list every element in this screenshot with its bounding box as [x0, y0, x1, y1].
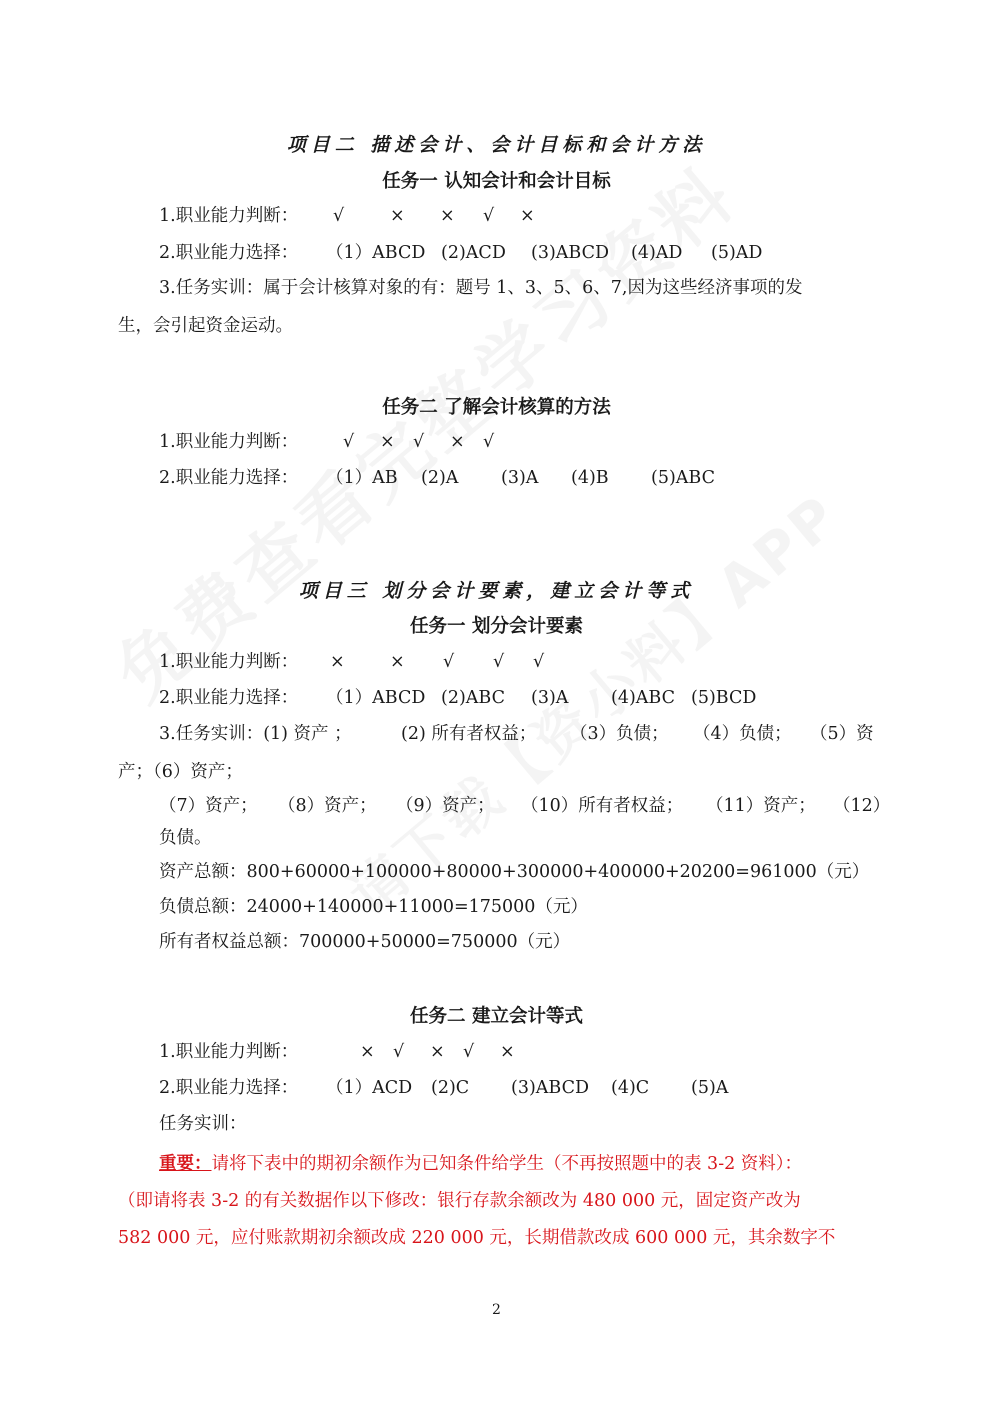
judge-mark: √ [393, 1042, 405, 1062]
choice-answer: （1）ABCD [326, 243, 426, 263]
choice-label: 2.职业能力选择： [159, 688, 299, 708]
choice-answer: (5)A [691, 1078, 729, 1098]
judge-mark: √ [333, 206, 345, 226]
equity-total: 所有者权益总额：700000+50000=750000（元） [159, 932, 571, 952]
p2-task1-judge-row [159, 204, 298, 228]
choice-answer: (2)ABC [441, 688, 506, 708]
practice-item: （10）所有者权益； [521, 796, 684, 816]
judge-mark: × [450, 432, 465, 452]
choice-answer: (3)A [531, 688, 569, 708]
judge-mark: √ [443, 652, 455, 672]
choice-answer: (5)ABC [651, 468, 716, 488]
p3-task2-title: 任务二 建立会计等式 [410, 1006, 583, 1027]
choice-answer: (5)BCD [691, 688, 757, 708]
practice-item: （8）资产； [278, 796, 377, 816]
judge-mark: × [360, 1042, 375, 1062]
judge-label: 1.职业能力判断： [159, 1042, 299, 1062]
assets-total: 资产总额：800+60000+100000+80000+300000+400000+20200=961000（元） [159, 862, 870, 882]
practice-item: （9）资产； [396, 796, 495, 816]
choice-answer: （1）AB [326, 468, 398, 488]
judge-label: 1.职业能力判断： [159, 206, 299, 226]
p2-task1-practice-line1: 3.任务实训：属于会计核算对象的有：题号 1、3、5、6、7,因为这些经济事项的发 [159, 278, 803, 298]
p2-task2-title: 任务二 了解会计核算的方法 [382, 397, 611, 418]
practice-item: （11）资产； [706, 796, 816, 816]
project2-title: 项目二 描述会计、会计目标和会计方法 [286, 134, 707, 156]
choice-answer: (5)AD [711, 243, 763, 263]
judge-mark: × [390, 652, 405, 672]
judge-mark: √ [493, 652, 505, 672]
important-label: 重要： [159, 1154, 212, 1174]
important-text: 请将下表中的期初余额作为已知条件给学生（不再按照题中的表 3-2 资料）： [211, 1154, 803, 1174]
judge-mark: × [500, 1042, 515, 1062]
choice-answer: (3)ABCD [531, 243, 610, 263]
judge-mark: × [430, 1042, 445, 1062]
page-number: 2 [492, 1302, 501, 1318]
project3-title: 项目三 划分会计要素，建立会计等式 [298, 580, 695, 602]
choice-label: 2.职业能力选择： [159, 468, 299, 488]
choice-answer: (4)ABC [611, 688, 676, 708]
judge-mark: × [440, 206, 455, 226]
judge-mark: × [380, 432, 395, 452]
choice-answer: (4)C [611, 1078, 650, 1098]
liabilities-total: 负债总额：24000+140000+11000=175000（元） [159, 897, 588, 917]
choice-answer: （1）ACD [326, 1078, 413, 1098]
choice-answer: (2)C [431, 1078, 470, 1098]
important-note-line3: 582 000 元，应付账款期初余额改成 220 000 元，长期借款改成 600 000 元，其余数字不 [118, 1228, 836, 1248]
judge-label: 1.职业能力判断： [159, 652, 299, 672]
practice-item: (2) 所有者权益； [401, 724, 537, 744]
judge-label: 1.职业能力判断： [159, 432, 299, 452]
judge-mark: √ [413, 432, 425, 452]
choice-answer: (3)A [501, 468, 539, 488]
important-note-line1 [159, 1152, 802, 1176]
choice-answer: (2)A [421, 468, 459, 488]
judge-mark: × [330, 652, 345, 672]
judge-mark: √ [343, 432, 355, 452]
practice-item: （12） [833, 796, 891, 816]
choice-answer: (2)ACD [441, 243, 506, 263]
p3-task1-title: 任务一 划分会计要素 [410, 616, 583, 637]
practice-item: （5）资 [810, 724, 874, 744]
judge-mark: √ [483, 206, 495, 226]
practice-item: （7）资产； [159, 796, 258, 816]
choice-answer: (3)ABCD [511, 1078, 590, 1098]
practice-item: 3.任务实训：(1) 资产 ； [159, 724, 352, 744]
p2-task1-title: 任务一 认知会计和会计目标 [382, 171, 611, 192]
p3-task1-practice-line4: 负债。 [159, 828, 212, 848]
judge-mark: √ [533, 652, 545, 672]
choice-answer: （1）ABCD [326, 688, 426, 708]
p3-task1-practice-line2: 产；（6）资产； [118, 762, 243, 782]
choice-answer: (4)B [571, 468, 609, 488]
choice-answer: (4)AD [631, 243, 683, 263]
practice-item: （3）负债； [570, 724, 669, 744]
p3-task2-practice-label: 任务实训： [159, 1114, 247, 1134]
judge-mark: √ [483, 432, 495, 452]
important-note-line2: （即请将表 3-2 的有关数据作以下修改：银行存款余额改为 480 000 元，固定资产改为 [118, 1191, 801, 1211]
judge-mark: × [390, 206, 405, 226]
p2-task1-practice-line2: 生，会引起资金运动。 [118, 316, 293, 336]
choice-label: 2.职业能力选择： [159, 1078, 299, 1098]
choice-label: 2.职业能力选择： [159, 243, 299, 263]
practice-item: （4）负债； [693, 724, 792, 744]
judge-mark: × [520, 206, 535, 226]
judge-mark: √ [463, 1042, 475, 1062]
